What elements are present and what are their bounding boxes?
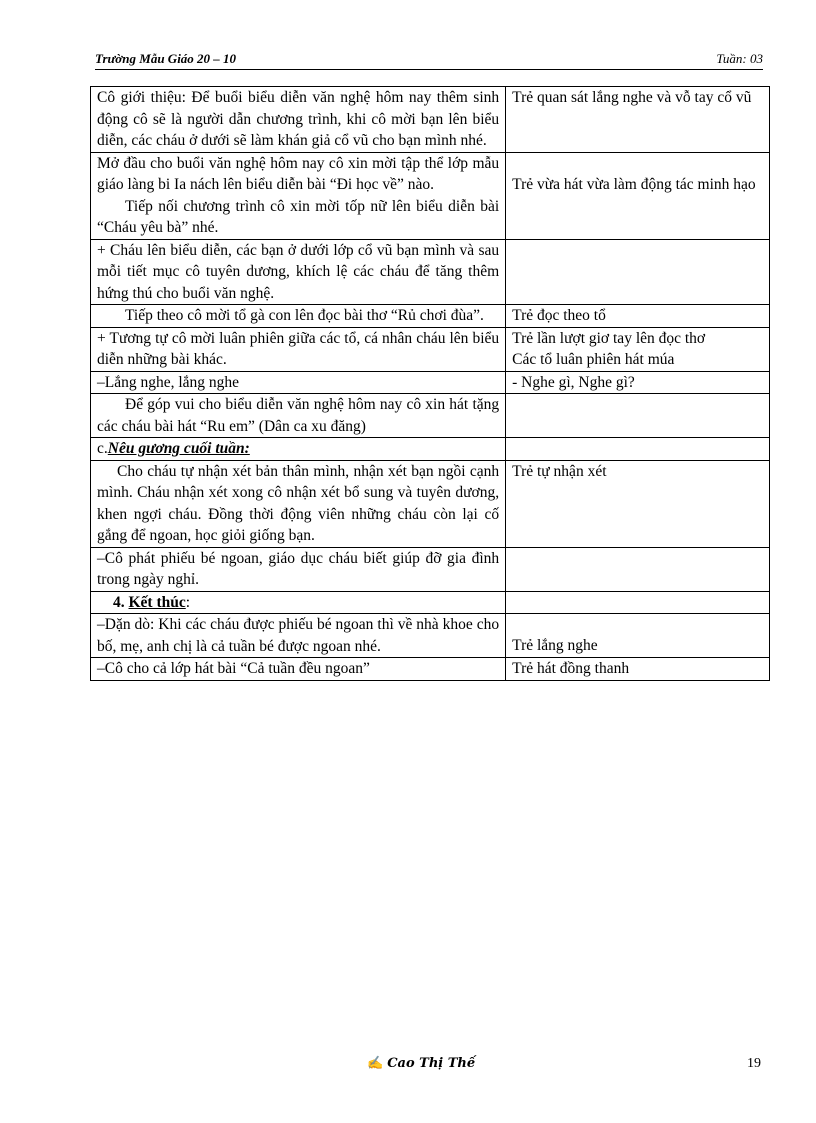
activity-cell — [91, 614, 506, 658]
page-footer — [95, 1056, 763, 1078]
response-cell — [506, 327, 770, 371]
response-cell — [506, 438, 770, 461]
table-row — [91, 438, 770, 461]
teacher-text: –Lắng nghe, lắng nghe — [97, 373, 240, 391]
section-title: Kết thúc — [128, 593, 186, 611]
table-row — [91, 239, 770, 305]
child-response: Các tổ luân phiên hát múa — [512, 351, 675, 368]
section-prefix: c. — [97, 440, 108, 457]
table-row — [91, 658, 770, 681]
table-row — [91, 371, 770, 394]
activity-cell — [91, 371, 506, 394]
author-signature — [367, 1056, 475, 1071]
teacher-text: –Cô phát phiếu bé ngoan, giáo dục cháu biết giúp đỡ gia đình trong ngày nghỉ. — [97, 549, 500, 588]
table-row — [91, 327, 770, 371]
child-response: - Nghe gì, Nghe gì? — [512, 373, 635, 391]
response-cell — [506, 239, 770, 305]
activity-cell — [91, 658, 506, 681]
child-response: Trẻ vừa hát vừa làm động tác minh hạo — [512, 175, 756, 193]
response-cell — [506, 371, 770, 394]
pen-icon: ✍ — [367, 1056, 384, 1071]
teacher-text: Cô giới thiệu: Để buổi biểu diễn văn nghệ hôm nay thêm sinh động cô sẽ là người dẫn chương trình, khi cô mời bạn lên biểu diễn, các cháu ở dưới sẽ làm khán giả cổ vũ cho bạn mình nhé. — [97, 89, 500, 149]
teacher-text: Mở đầu cho buổi văn nghệ hôm nay cô xin mời tập thể lớp mẫu giáo làng bi Ia nách lên biểu diễn bài “Đi học về” nào. — [97, 154, 500, 193]
week-label: Tuần: 03 — [716, 51, 763, 66]
response-cell — [506, 614, 770, 658]
section-title: Nêu gương cuối tuần: — [107, 440, 250, 457]
child-response: Trẻ đọc theo tổ — [512, 307, 606, 324]
section-prefix: 4. — [113, 593, 129, 611]
teacher-text: –Cô cho cả lớp hát bài “Cả tuần đều ngoan” — [97, 660, 370, 677]
response-cell — [506, 394, 770, 438]
child-response: Trẻ tự nhận xét — [512, 462, 607, 480]
activity-cell — [91, 327, 506, 371]
table-row — [91, 394, 770, 438]
table-row — [91, 152, 770, 239]
response-cell — [506, 87, 770, 153]
activity-cell — [91, 460, 506, 547]
school-name: Trường Mẫu Giáo 20 – 10 — [95, 51, 237, 66]
page-number: 19 — [747, 1056, 761, 1071]
teacher-text: + Tương tự cô mời luân phiên giữa các tổ, cá nhân cháu lên biểu diễn những bài khác. — [97, 329, 500, 368]
response-cell — [506, 591, 770, 614]
activity-cell — [91, 305, 506, 328]
activity-cell — [91, 591, 506, 614]
response-cell — [506, 547, 770, 591]
author-name: Cao Thị Thế — [387, 1056, 476, 1071]
table-row — [91, 460, 770, 547]
section-suffix: : — [185, 593, 191, 611]
child-response: Trẻ lần lượt giơ tay lên đọc thơ — [512, 329, 706, 347]
table-row — [91, 305, 770, 328]
response-cell — [506, 658, 770, 681]
activity-cell — [91, 438, 506, 461]
teacher-text: + Cháu lên biểu diễn, các bạn ở dưới lớp cổ vũ bạn mình và sau mỗi tiết mục cô tuyên dương, khích lệ các cháu để tăng thêm hứng thú cho buổi văn nghệ. — [97, 241, 500, 302]
response-cell — [506, 305, 770, 328]
table-row — [91, 591, 770, 614]
child-response: Trẻ hát đồng thanh — [512, 660, 630, 677]
activity-cell — [91, 87, 506, 153]
section-heading — [97, 592, 499, 614]
teacher-text: Tiếp nối chương trình cô xin mời tốp nữ lên biểu diễn bài “Cháu yêu bà” nhé. — [97, 197, 500, 236]
teacher-text: Để góp vui cho biểu diễn văn nghệ hôm nay cô xin hát tặng các cháu bài hát “Ru em” (Dân ca xu đăng) — [97, 396, 500, 435]
lesson-table — [90, 86, 770, 681]
activity-cell — [91, 547, 506, 591]
table-row — [91, 614, 770, 658]
child-response: Trẻ quan sát lắng nghe và vỗ tay cổ vũ — [512, 89, 752, 106]
table-row — [91, 87, 770, 153]
teacher-text: Cho cháu tự nhận xét bản thân mình, nhận xét bạn ngồi cạnh mình. Cháu nhận xét xong cô nhận xét bổ sung và tuyên dương, khen ngợi cháu. Đồng thời động viên những cháu còn lại cố gắng để ngoan, học giỏi giống bạn. — [97, 462, 500, 544]
section-heading — [97, 438, 499, 460]
page-header — [95, 48, 763, 70]
table-row — [91, 547, 770, 591]
activity-cell — [91, 152, 506, 239]
response-cell — [506, 152, 770, 239]
teacher-text: –Dặn dò: Khi các cháu được phiếu bé ngoan thì về nhà khoe cho bố, mẹ, anh chị là cả tuần bé được ngoan nhé. — [97, 616, 500, 655]
activity-cell — [91, 239, 506, 305]
child-response: Trẻ lắng nghe — [512, 637, 598, 654]
response-cell — [506, 460, 770, 547]
teacher-text: Tiếp theo cô mời tổ gà con lên đọc bài thơ “Rủ chơi đùa”. — [125, 307, 484, 324]
activity-cell — [91, 394, 506, 438]
